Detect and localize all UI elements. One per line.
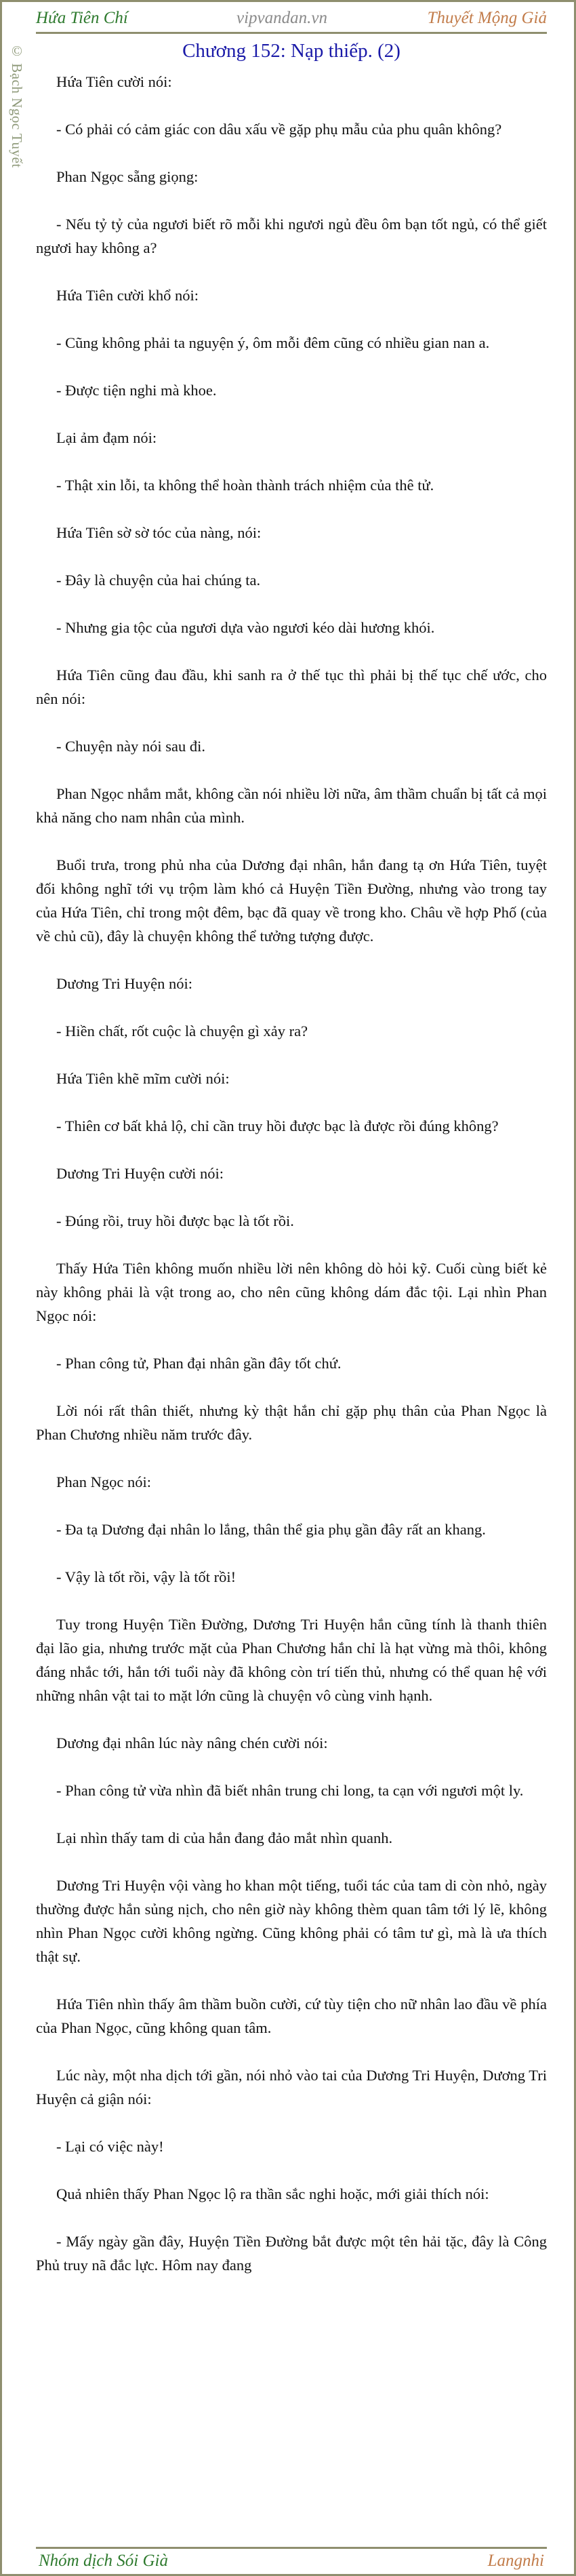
paragraph: Phan Ngọc nhắm mắt, không cần nói nhiều lời nữa, âm thầm chuẩn bị tất cả mọi khả năng cho nam nhân của mình. — [36, 785, 547, 826]
author-name: Thuyết Mộng Giả — [427, 9, 547, 27]
paragraph: Quả nhiên thấy Phan Ngọc lộ ra thần sắc nghi hoặc, mới giải thích nói: — [56, 2185, 489, 2202]
paragraph: - Đây là chuyện của hai chúng ta. — [56, 572, 261, 589]
copyright-watermark: © Bạch Ngọc Tuyết — [9, 43, 25, 168]
paragraph: Lại ảm đạm nói: — [56, 429, 157, 446]
paragraph: Hứa Tiên sờ sờ tóc của nàng, nói: — [56, 524, 262, 541]
paragraph: - Thật xin lỗi, ta không thể hoàn thành trách nhiệm của thê tử. — [56, 477, 434, 494]
translator-group: Nhóm dịch Sói Già — [39, 2552, 168, 2570]
paragraph: Dương đại nhân lúc này nâng chén cười nói: — [56, 1735, 328, 1751]
paragraph: Lời nói rất thân thiết, nhưng kỳ thật hắn chỉ gặp phụ thân của Phan Ngọc là Phan Chương nhiều năm trước đây. — [36, 1402, 547, 1443]
paragraph: - Phan công tử, Phan đại nhân gần đây tốt chứ. — [56, 1355, 342, 1372]
site-name: vipvandan.vn — [236, 9, 327, 27]
paragraph: - Mấy ngày gần đây, Huyện Tiền Đường bắt được một tên hải tặc, đây là Công Phủ truy nã đắc lực. Hôm nay đang — [36, 2233, 547, 2274]
paragraph: Phan Ngọc sẵng giọng: — [56, 168, 199, 185]
paragraph: - Chuyện này nói sau đi. — [56, 738, 205, 755]
chapter-body — [36, 70, 547, 2301]
paragraph: Hứa Tiên khẽ mĩm cười nói: — [56, 1070, 230, 1087]
page-header — [36, 7, 547, 31]
paragraph: - Nhưng gia tộc của ngươi dựa vào ngươi kéo dài hương khói. — [56, 619, 435, 636]
paragraph: Dương Tri Huyện vội vàng ho khan một tiếng, tuổi tác của tam di còn nhỏ, ngày thường được hắn sủng nịch, cho nên giờ này không thèm quan tâm tới lý lẽ, không nhìn Phan Ngọc cười không ngừng. Cũng không phải có tâm tư gì, mà là ưa thích thật sự. — [36, 1877, 547, 1965]
paragraph: Lúc này, một nha dịch tới gần, nói nhỏ vào tai của Dương Tri Huyện, Dương Tri Huyện cả giận nói: — [36, 2067, 547, 2107]
paragraph: Hứa Tiên cười nói: — [56, 73, 172, 90]
chapter-title: Chương 152: Nạp thiếp. (2) — [182, 40, 400, 62]
paragraph: Buổi trưa, trong phủ nha của Dương đại nhân, hắn đang tạ ơn Hứa Tiên, tuyệt đối không nghĩ tới vụ trộm làm khó cả Huyện Tiền Đường, nhưng vào trong tay của Hứa Tiên, chỉ trong một đêm, bạc đã quay về trong kho. Châu về hợp Phố (của về chủ cũ), đây là chuyện không thể tưởng tượng được. — [36, 856, 547, 945]
paragraph: - Đa tạ Dương đại nhân lo lắng, thân thể gia phụ gần đây rất an khang. — [56, 1521, 486, 1538]
footer-divider — [36, 2547, 547, 2549]
page-footer — [36, 2552, 547, 2575]
header-divider — [36, 32, 547, 34]
paragraph: Lại nhìn thấy tam di của hắn đang đảo mắt nhìn quanh. — [56, 1829, 393, 1846]
paragraph: Tuy trong Huyện Tiền Đường, Dương Tri Huyện hắn cũng tính là thanh thiên đại lão gia, nhưng trước mặt của Phan Chương hắn chỉ là hạt vừng mà thôi, không đáng nhắc tới, hắn tới tuổi này đã không còn trí tiến thủ, nhưng có thể quan hệ với những nhân vật tai to mặt lớn cũng là chuyện vô cùng vinh hạnh. — [36, 1616, 547, 1704]
paragraph: Dương Tri Huyện nói: — [56, 975, 192, 992]
paragraph: Thấy Hứa Tiên không muốn nhiều lời nên không dò hỏi kỹ. Cuối cùng biết kẻ này không phải là vật trong ao, cho nên cũng không dám đắc tội. Lại nhìn Phan Ngọc nói: — [36, 1260, 547, 1324]
paragraph: Hứa Tiên cũng đau đầu, khi sanh ra ở thế tục thì phải bị thế tục chế ước, cho nên nói: — [36, 667, 547, 707]
paragraph: Hứa Tiên nhìn thấy âm thầm buồn cười, cứ tùy tiện cho nữ nhân lao đầu về phía của Phan Ngọc, cũng không quan tâm. — [36, 1996, 547, 2036]
paragraph: Phan Ngọc nói: — [56, 1473, 151, 1490]
paragraph: Dương Tri Huyện cười nói: — [56, 1165, 224, 1182]
paragraph: - Thiên cơ bất khả lộ, chỉ cần truy hồi được bạc là được rồi đúng không? — [56, 1117, 499, 1134]
paragraph: - Lại có việc này! — [56, 2138, 164, 2155]
paragraph: Hứa Tiên cười khổ nói: — [56, 287, 199, 304]
paragraph: - Cũng không phải ta nguyện ý, ôm mỗi đêm cũng có nhiều gian nan a. — [56, 334, 490, 351]
paragraph: - Có phải có cảm giác con dâu xấu về gặp phụ mẫu của phu quân không? — [56, 121, 502, 138]
paragraph: - Nếu tỷ tỷ của ngươi biết rõ mỗi khi ngươi ngủ đều ôm bạn tốt ngủ, có thể giết ngươi hay không a? — [36, 216, 547, 256]
book-title: Hứa Tiên Chí — [36, 9, 128, 27]
editor-name: Langnhi — [487, 2552, 544, 2570]
paragraph: - Được tiện nghi mà khoe. — [56, 382, 217, 399]
paragraph: - Đúng rồi, truy hồi được bạc là tốt rồi. — [56, 1212, 294, 1229]
paragraph: - Hiền chất, rốt cuộc là chuyện gì xảy ra? — [56, 1023, 308, 1039]
paragraph: - Vậy là tốt rồi, vậy là tốt rồi! — [56, 1568, 236, 1585]
paragraph: - Phan công tử vừa nhìn đã biết nhân trung chi long, ta cạn với ngươi một ly. — [56, 1782, 524, 1799]
